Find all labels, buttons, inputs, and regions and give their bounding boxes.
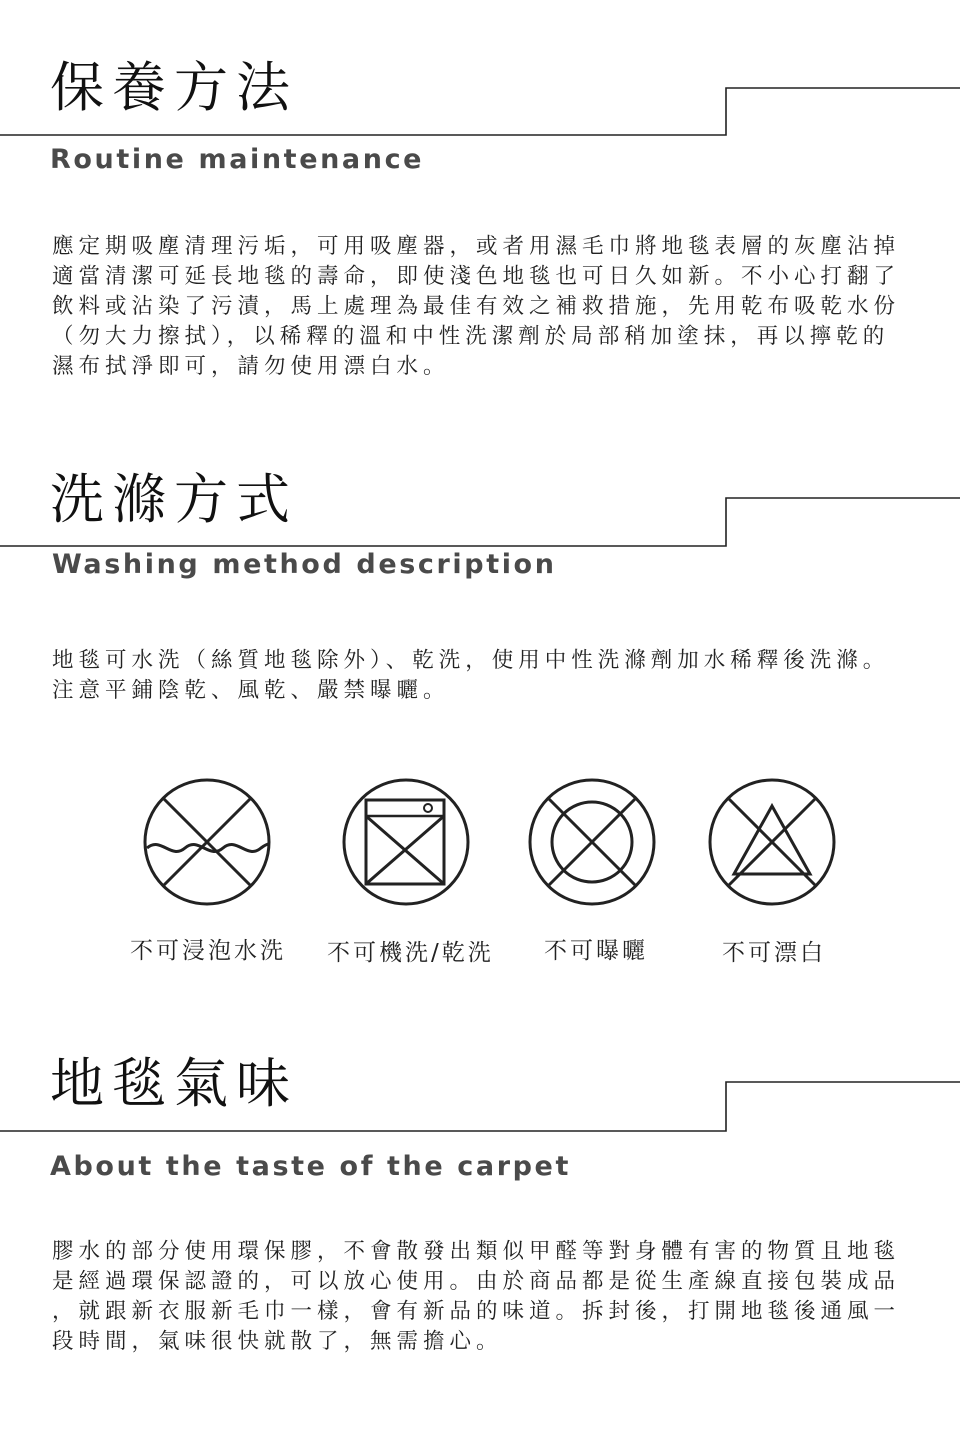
washing-subtitle: Washing method description [52, 549, 557, 580]
no-bleach-label: 不可漂白 [722, 940, 826, 966]
smell-title-rule [0, 1078, 960, 1138]
smell-text [52, 1237, 932, 1357]
maintenance-subtitle: Routine maintenance [50, 144, 425, 175]
smell-line: 膠水的部分使用環保膠，不會散發出類似甲醛等對身體有害的物質且地毯 [52, 1239, 901, 1264]
smell-subtitle: About the taste of the carpet [50, 1151, 571, 1182]
maintenance-line: （勿大力擦拭），以稀釋的溫和中性洗潔劑於局部稍加塗抹，再以擰乾的 [52, 324, 890, 349]
washing-line: 注意平鋪陰乾、風乾、嚴禁曝曬。 [52, 678, 450, 703]
maintenance-line: 濕布拭淨即可，請勿使用漂白水。 [52, 354, 450, 379]
no-machine-wash-label: 不可機洗/乾洗 [327, 940, 494, 966]
smell-line: 段時間，氣味很快就散了，無需擔心。 [52, 1329, 503, 1354]
washing-line: 地毯可水洗（絲質地毯除外）、乾洗，使用中性洗滌劑加水稀釋後洗滌。 [52, 648, 890, 673]
maintenance-title: 保養方法 [50, 56, 298, 119]
smell-line: ，就跟新衣服新毛巾一樣，會有新品的味道。拆封後，打開地毯後通風一 [52, 1299, 901, 1324]
no-sun-dry-label: 不可曝曬 [544, 938, 648, 964]
washing-title: 洗滌方式 [50, 468, 298, 531]
maintenance-line: 飲料或沾染了污漬，馬上處理為最佳有效之補救措施，先用乾布吸乾水份 [52, 294, 901, 319]
maintenance-line: 適當清潔可延長地毯的壽命，即使淺色地毯也可日久如新。不小心打翻了 [52, 264, 901, 289]
smell-line: 是經過環保認證的，可以放心使用。由於商品都是從生產線直接包裝成品 [52, 1269, 901, 1294]
maintenance-line: 應定期吸塵清理污垢，可用吸塵器，或者用濕毛巾將地毯表層的灰塵沾掉 [52, 234, 901, 259]
no-soak-label: 不可浸泡水洗 [130, 938, 286, 964]
smell-title: 地毯氣味 [50, 1052, 298, 1115]
